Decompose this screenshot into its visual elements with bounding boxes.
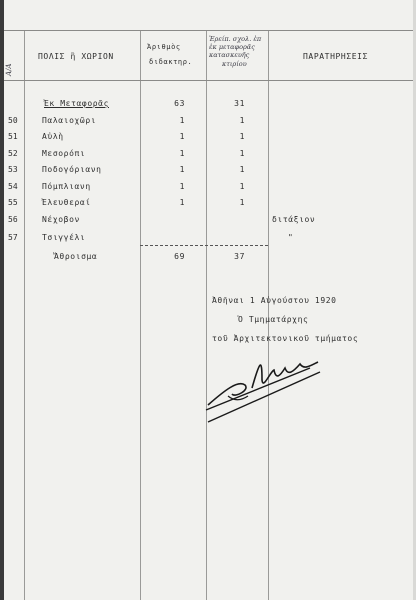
row-number: 57 [8, 233, 18, 242]
row-place: Ποδογόριανη [42, 165, 102, 174]
column-header-handwritten-4: κτιρίου [222, 60, 247, 68]
row-second: 1 [239, 149, 245, 158]
row-place: Ἐλευθεραί [42, 198, 91, 207]
margin-note: Α/Α [5, 63, 13, 76]
row-count: 63 [174, 99, 185, 108]
row-place: Νέχοβον [42, 215, 80, 224]
footer-department: τοῦ Ἀρχιτεκτονικοῦ τμήματος [212, 334, 359, 343]
total-label: Ἄθροισμα [54, 252, 98, 261]
row-number: 54 [8, 182, 18, 191]
row-second: 1 [239, 132, 245, 141]
total-count: 69 [174, 252, 185, 261]
row-place: Μεσορόπι [42, 149, 86, 158]
row-place: Πόμπλιανη [42, 182, 91, 191]
row-remark: διτάξιον [272, 215, 316, 224]
row-second: 1 [239, 116, 245, 125]
row-second: 31 [234, 99, 245, 108]
row-place: Τσιγγέλι [42, 233, 86, 242]
column-header-handwritten-1: Ἐρείπ. σχολ. ἐπ [209, 35, 262, 43]
row-number: 56 [8, 215, 18, 224]
row-place: Αὐλὴ [42, 132, 64, 141]
column-header-remarks: ΠΑΡΑΤΗΡΗΣΕΙΣ [303, 52, 368, 61]
row-number: 50 [8, 116, 18, 125]
row-count: 1 [179, 182, 185, 191]
header-bottom-rule [4, 80, 413, 81]
row-second: 1 [239, 198, 245, 207]
total-second: 37 [234, 252, 245, 261]
row-number: 51 [8, 132, 18, 141]
row-remark: " [288, 233, 294, 242]
row-place: Ἐκ Μεταφορᾶς [44, 99, 109, 108]
sum-rule [140, 245, 268, 246]
column-rule [206, 30, 207, 600]
page-edge [0, 0, 4, 600]
row-place: Παλαιοχῶρι [42, 116, 97, 125]
row-count: 1 [179, 132, 185, 141]
row-number: 52 [8, 149, 18, 158]
row-second: 1 [239, 182, 245, 191]
footer-date: Ἀθῆναι 1 Αὐγούστου 1920 [212, 296, 337, 305]
header-top-rule [4, 30, 413, 31]
handwritten-signature [200, 350, 330, 430]
column-rule [140, 30, 141, 600]
column-header-count-2: διδακτηρ. [149, 58, 193, 66]
row-count: 1 [179, 165, 185, 174]
row-count: 1 [179, 149, 185, 158]
row-count: 1 [179, 116, 185, 125]
column-header-handwritten-2: ἐκ μεταφορᾶς [209, 43, 255, 51]
column-header-place: ΠΟΛΙΣ ἢ ΧΩΡΙΟΝ [38, 52, 114, 61]
column-rule [24, 30, 25, 600]
row-number: 55 [8, 198, 18, 207]
signature-drawing [200, 350, 330, 430]
footer-title: Ὁ Τμηματάρχης [238, 315, 309, 324]
column-header-count: Ἀριθμὸς [147, 43, 181, 51]
column-header-handwritten-3: κατασκευῆς [209, 51, 250, 59]
row-number: 53 [8, 165, 18, 174]
row-count: 1 [179, 198, 185, 207]
row-second: 1 [239, 165, 245, 174]
